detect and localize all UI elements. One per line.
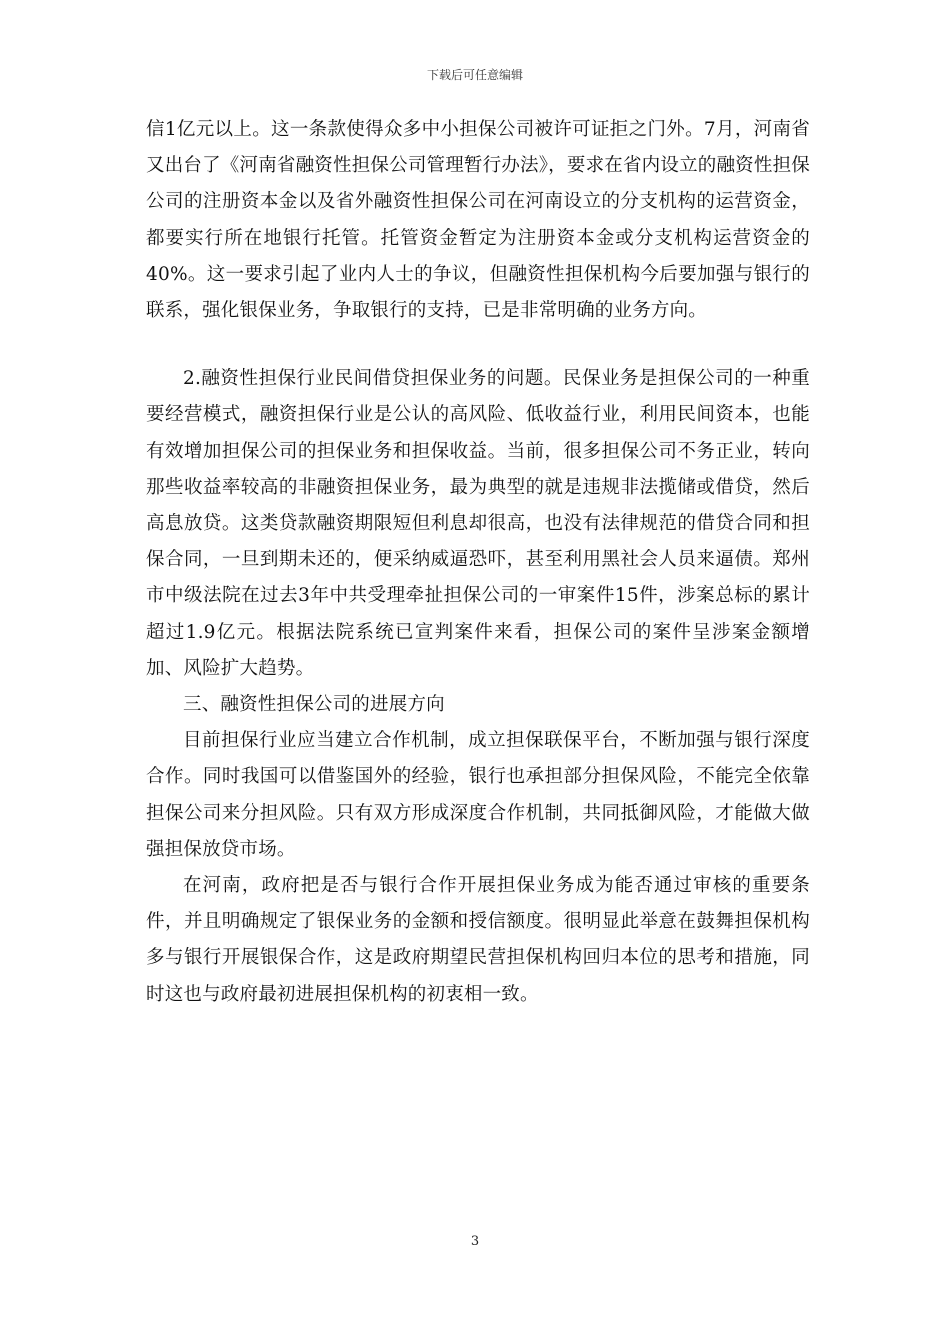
paragraph-henan-policy: 在河南，政府把是否与银行合作开展担保业务成为能否通过审核的重要条件，并且明确规定了银保业务的金额和授信额度。很明显此举意在鼓舞担保机构多与银行开展银保合作，这是政府期望民营担保机构回归本位的思考和措施，同时这也与政府最初进展担保机构的初衷相一致。 bbox=[146, 875, 810, 1005]
paragraph-continuation: 信1亿元以上。这一条款使得众多中小担保公司被许可证拒之门外。7月，河南省又出台了《河南省融资性担保公司管理暂行办法》，要求在省内设立的融资性担保公司的注册资本金以及省外融资性担保公司在河南设立的分支机构的运营资金，都要实行所在地银行托管。托管资金暂定为注册资本金或分支机构运营资金的40%。这一要求引起了业内人士的争议，但融资性担保机构今后要加强与银行的联系，强化银保业务，争取银行的支持，已是非常明确的业务方向。 bbox=[146, 119, 810, 322]
paragraph-cooperation-mechanism: 目前担保行业应当建立合作机制，成立担保联保平台，不断加强与银行深度合作。同时我国可以借鉴国外的经验，银行也承担部分担保风险，不能完全依靠担保公司来分担风险。只有双方形成深度合作机制，共同抵御风险，才能做大做强担保放贷市场。 bbox=[146, 730, 810, 860]
document-body bbox=[146, 112, 810, 1013]
page-header: 下载后可任意编辑 bbox=[426, 68, 523, 82]
page-number: 3 bbox=[470, 1234, 480, 1249]
section-heading-development-direction: 三、融资性担保公司的进展方向 bbox=[183, 694, 445, 716]
paragraph-private-lending-issue: 2.融资性担保行业民间借贷担保业务的问题。民保业务是担保公司的一种重要经营模式，融资担保行业是公认的高风险、低收益行业，利用民间资本，也能有效增加担保公司的担保业务和担保收益。当前，很多担保公司不务正业，转向那些收益率较高的非融资担保业务，最为典型的就是违规非法揽储或借贷，然后高息放贷。这类贷款融资期限短但利息却很高，也没有法律规范的借贷合同和担保合同，一旦到期未还的，便采纳威逼恐吓，甚至利用黑社会人员来逼债。郑州市中级法院在过去3年中共受理牵扯担保公司的一审案件15件，涉案总标的累计超过1.9亿元。根据法院系统已宣判案件来看，担保公司的案件呈涉案金额增加、风险扩大趋势。 bbox=[146, 368, 810, 679]
